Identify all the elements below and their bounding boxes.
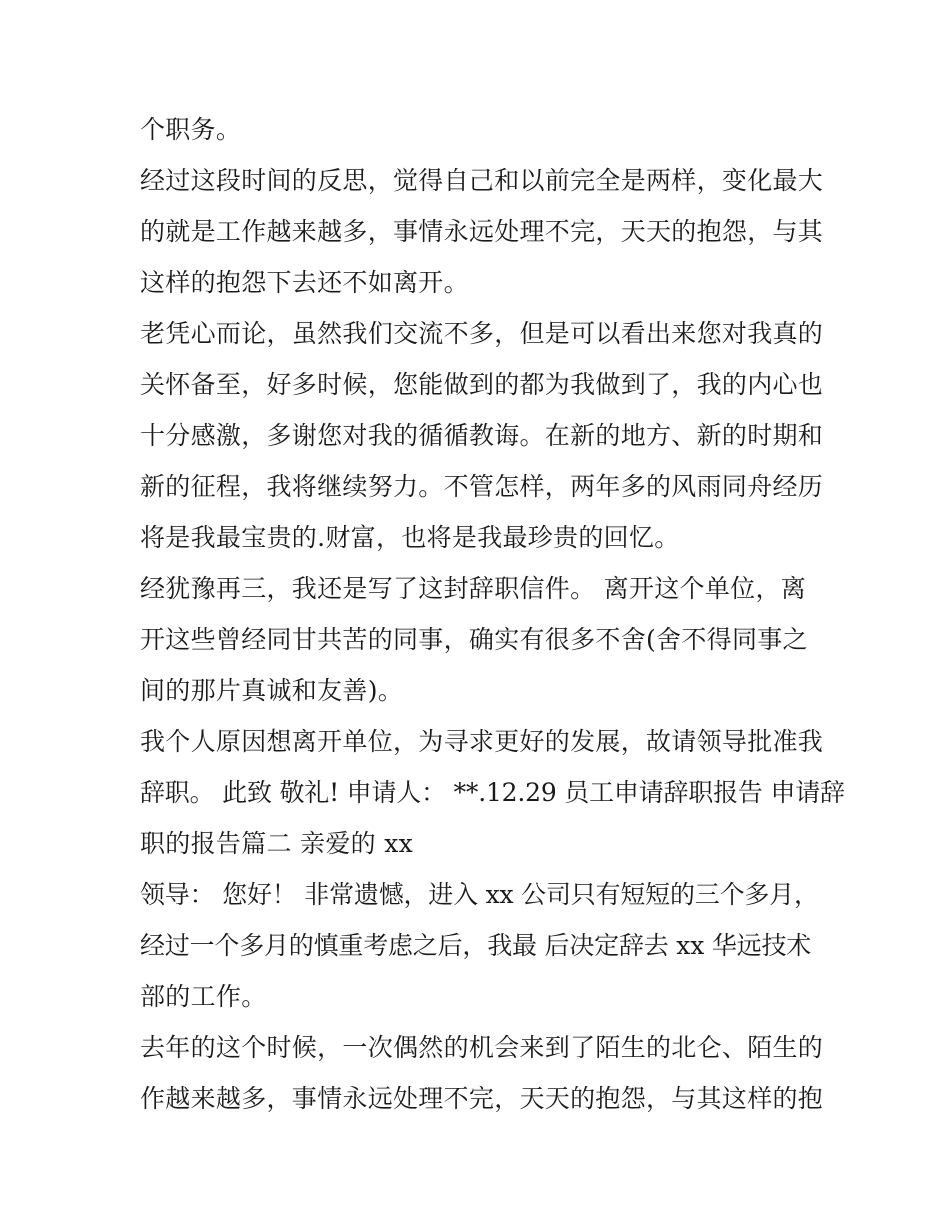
text-line: 新的征程，我将继续努力。不管怎样，两年多的风雨同舟经历 [140, 472, 824, 501]
text-line: 经犹豫再三，我还是写了这封辞职信件。 离开这个单位，离 [140, 574, 807, 603]
text-line: 去年的这个时候，一次偶然的机会来到了陌生的北仑、陌生的 [140, 1033, 824, 1062]
text-line: 个职务。 [140, 115, 242, 144]
text-line: 的就是工作越来越多，事情永远处理不完，天天的抱怨，与其 [140, 217, 824, 246]
text-line: 十分感激，多谢您对我的循循教诲。在新的地方、新的时期和 [140, 421, 824, 450]
text-line: 这样的抱怨下去还不如离开。 [140, 268, 469, 297]
text-line: 部的工作。 [140, 982, 267, 1011]
text-line: 作越来越多，事情永远处理不完，天天的抱怨，与其这样的抱 [140, 1084, 824, 1113]
text-line: 领导： 您好！ 非常遗憾，进入 xx 公司只有短短的三个多月， [140, 880, 819, 909]
document-body [140, 104, 845, 1124]
text-line: 辞职。 此致 敬礼! 申请人： **.12.29 员工申请辞职报告 申请辞 [140, 778, 845, 807]
text-line: 职的报告篇二 亲爱的 xx [140, 829, 413, 858]
text-line: 我个人原因想离开单位，为寻求更好的发展，故请领导批准我 [140, 727, 824, 756]
text-line: 老凭心而论，虽然我们交流不多，但是可以看出来您对我真的 [140, 319, 824, 348]
text-line: 将是我最宝贵的.财富，也将是我最珍贵的回忆。 [140, 523, 680, 552]
text-line: 经过这段时间的反思，觉得自己和以前完全是两样，变化最大 [140, 166, 824, 195]
text-line: 开这些曾经同甘共苦的同事，确实有很多不舍(舍不得同事之 [140, 625, 808, 654]
text-line: 关怀备至，好多时候，您能做到的都为我做到了，我的内心也 [140, 370, 824, 399]
text-line: 间的那片真诚和友善)。 [140, 676, 404, 705]
text-line: 经过一个多月的慎重考虑之后，我最 后决定辞去 xx 华远技术 [140, 931, 812, 960]
